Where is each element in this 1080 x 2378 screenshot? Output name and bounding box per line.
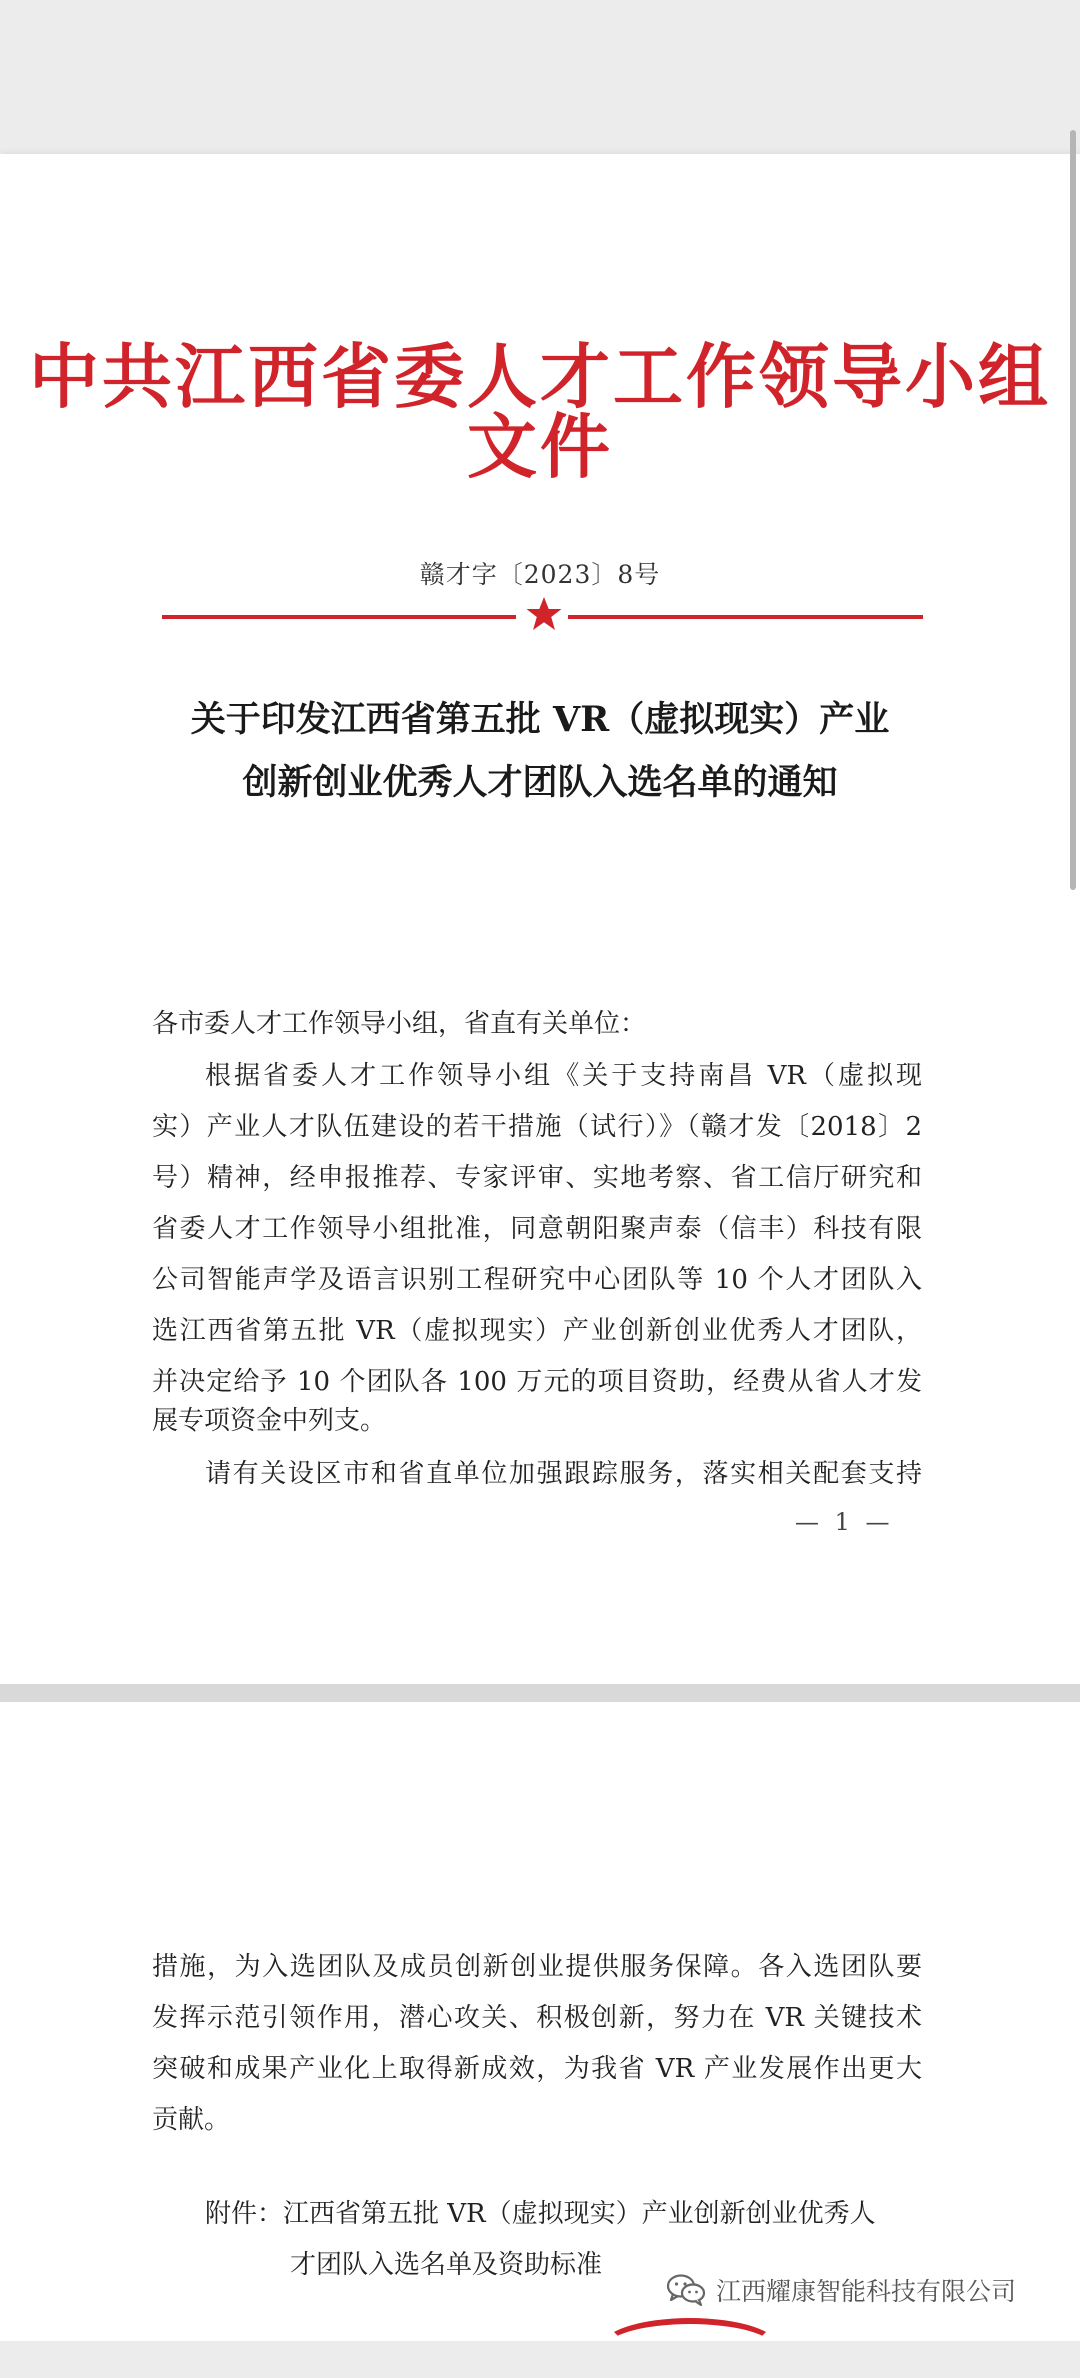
star-icon — [524, 594, 564, 634]
paragraph-line: 并决定给予 10 个团队各 100 万元的项目资助，经费从省人才发 — [152, 1367, 922, 1397]
attachment-line: 附件：江西省第五批 VR（虚拟现实）产业创新创业优秀人 — [205, 2199, 876, 2229]
notice-title-line-2: 创新创业优秀人才团队入选名单的通知 — [242, 762, 838, 803]
paragraph-line: 省委人才工作领导小组批准，同意朝阳聚声泰（信丰）科技有限 — [152, 1214, 922, 1244]
attachment-line: 才团队入选名单及资助标准 — [290, 2250, 603, 2280]
paragraph-line: 请有关设区市和省直单位加强跟踪服务，落实相关配套支持 — [205, 1459, 922, 1489]
paragraph-line: 突破和成果产业化上取得新成效，为我省 VR 产业发展作出更大 — [152, 2054, 922, 2084]
paragraph-line: 根据省委人才工作领导小组《关于支持南昌 VR（虚拟现 — [205, 1061, 922, 1091]
paragraph-line: 发挥示范引领作用，潜心攻关、积极创新，努力在 VR 关键技术 — [152, 2003, 922, 2033]
document-header: 中共江西省委人才工作领导小组文件 — [29, 335, 1051, 488]
viewer-background — [0, 0, 1080, 154]
salutation: 各市委人才工作领导小组，省直有关单位： — [152, 1009, 647, 1039]
page-separator — [0, 1684, 1080, 1702]
paragraph-line: 公司智能声学及语言识别工程研究中心团队等 10 个人才团队入 — [152, 1265, 922, 1295]
notice-title-line-1: 关于印发江西省第五批 VR（虚拟现实）产业 — [190, 699, 890, 740]
paragraph-line: 贡献。 — [152, 2105, 231, 2135]
official-seal — [600, 2318, 780, 2378]
red-rule-right — [568, 615, 923, 619]
paragraph-line: 选江西省第五批 VR（虚拟现实）产业创新创业优秀人才团队， — [152, 1316, 922, 1346]
paragraph-line: 展专项资金中列支。 — [152, 1406, 387, 1436]
wechat-icon — [666, 2273, 706, 2307]
paragraph-line: 实）产业人才队伍建设的若干措施（试行）》（赣才发〔2018〕2 — [152, 1112, 922, 1142]
paragraph-line: 号）精神，经申报推荐、专家评审、实地考察、省工信厅研究和 — [152, 1163, 922, 1193]
red-rule-left — [162, 615, 516, 619]
page-number: — 1 — — [795, 1508, 894, 1536]
watermark-text: 江西耀康智能科技有限公司 — [716, 2277, 1017, 2306]
paragraph-line: 措施，为入选团队及成员创新创业提供服务保障。各入选团队要 — [152, 1952, 922, 1982]
document-number: 赣才字〔2023〕8号 — [419, 560, 661, 589]
watermark — [666, 2270, 1016, 2310]
